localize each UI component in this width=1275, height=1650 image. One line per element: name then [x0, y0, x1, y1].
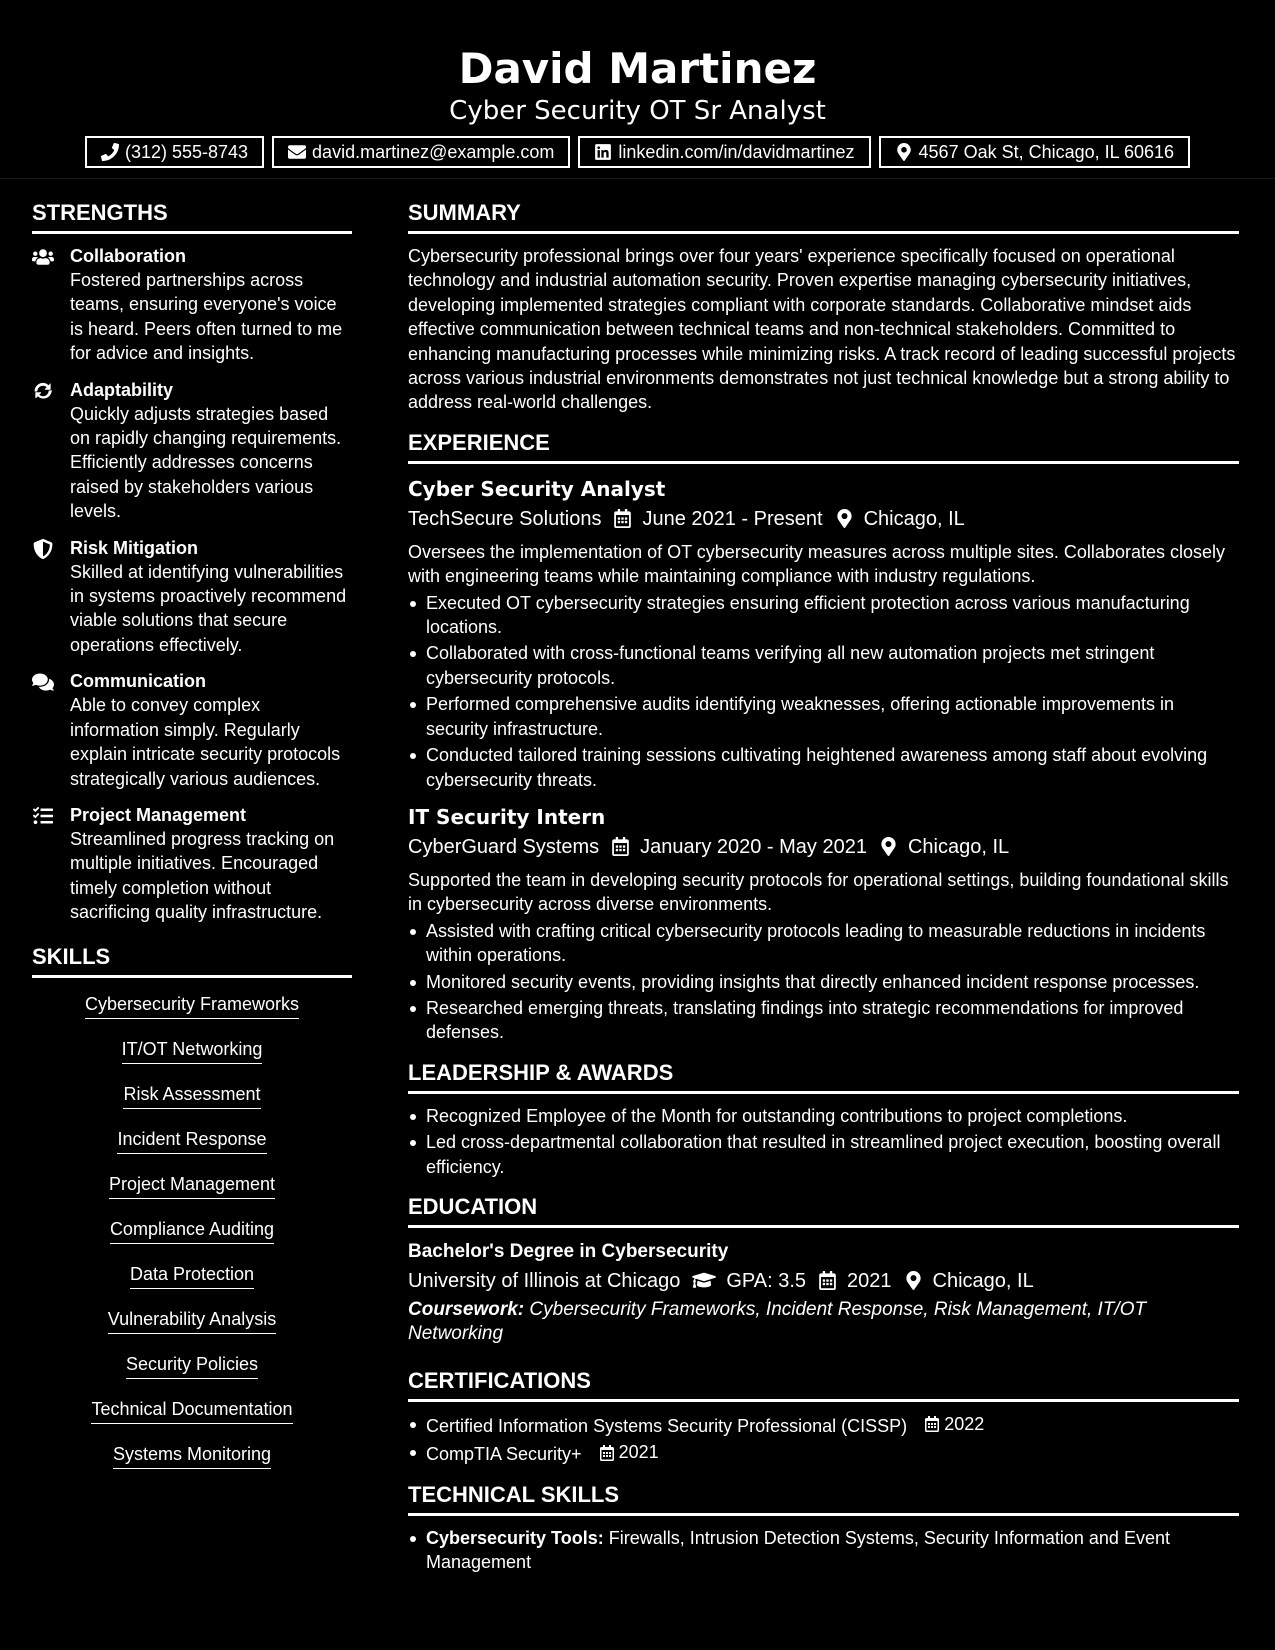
contact-email-text: david.martinez@example.com: [312, 141, 555, 162]
skills-heading: SKILLS: [32, 941, 352, 978]
shield-icon: [32, 539, 54, 559]
calendar-icon: [613, 509, 632, 528]
strength-item: [32, 669, 352, 791]
summary-section: [408, 197, 1239, 415]
cert-year: 2022: [944, 1413, 985, 1434]
list-item: Performed comprehensive audits identifying weaknesses, offering actionable improvements in security infrastructure.: [408, 692, 1239, 741]
linkedin-icon: [594, 143, 612, 161]
list-item: [408, 1526, 1239, 1575]
graduation-year: 2021: [847, 1269, 892, 1292]
school-name: University of Illinois at Chicago: [408, 1269, 681, 1292]
job-entry: [408, 802, 1239, 1045]
map-pin-icon: [835, 509, 854, 528]
strength-title: Adaptability: [70, 379, 174, 400]
strength-title: Communication: [70, 671, 207, 692]
resume-header: [0, 0, 1275, 179]
technical-skills-list: [408, 1526, 1239, 1575]
leadership-bullets: [408, 1104, 1239, 1179]
comments-icon: [32, 672, 54, 692]
strength-item: [32, 378, 352, 524]
job-meta: [408, 832, 1239, 862]
graduation-cap-icon: [692, 1271, 716, 1290]
list-item: Researched emerging threats, translating findings into strategic recommendations for improved defenses.: [408, 996, 1239, 1045]
job-title: Cyber Security Analyst: [408, 476, 666, 501]
contact-phone[interactable]: [85, 136, 264, 168]
users-icon: [32, 247, 54, 267]
contact-address-text: 4567 Oak St, Chicago, IL 60616: [918, 141, 1175, 162]
skill-tag: Systems Monitoring: [113, 1442, 271, 1469]
job-dates: January 2020 - May 2021: [640, 835, 867, 858]
strength-item: [32, 803, 352, 925]
skill-tag: Data Protection: [130, 1262, 254, 1289]
certifications-heading: CERTIFICATIONS: [408, 1365, 1239, 1402]
job-location: Chicago, IL: [907, 835, 1010, 858]
list-item: Conducted tailored training sessions cultivating heightened awareness among staff about evolving cybersecurity threats.: [408, 743, 1239, 792]
job-location: Chicago, IL: [863, 507, 965, 530]
phone-icon: [101, 143, 119, 161]
calendar-icon: [599, 1445, 615, 1461]
list-item: Monitored security events, providing insights that directly enhanced incident response processes.: [408, 970, 1239, 994]
list-item: Collaborated with cross-functional teams verifying all new automation projects met stringent cybersecurity protocols.: [408, 641, 1239, 690]
skill-tag: Security Policies: [126, 1352, 258, 1379]
coursework-text: Cybersecurity Frameworks, Incident Response, Risk Management, IT/OT Networking: [408, 1298, 1147, 1345]
envelope-icon: [288, 143, 306, 161]
strengths-section: [32, 197, 352, 925]
map-pin-icon: [895, 143, 913, 161]
skill-tag: Vulnerability Analysis: [108, 1307, 276, 1334]
job-dates: June 2021 - Present: [642, 507, 823, 530]
experience-heading: EXPERIENCE: [408, 427, 1239, 464]
skill-tag: Incident Response: [117, 1127, 266, 1154]
leadership-heading: LEADERSHIP & AWARDS: [408, 1057, 1239, 1094]
job-company: TechSecure Solutions: [408, 507, 602, 530]
summary-heading: SUMMARY: [408, 197, 1239, 234]
contact-address[interactable]: [879, 136, 1191, 168]
candidate-title: Cyber Security OT Sr Analyst: [449, 96, 826, 126]
strength-title: Project Management: [70, 804, 247, 825]
right-column: [408, 197, 1239, 1587]
cert-name: CompTIA Security+: [426, 1444, 582, 1465]
strength-item: [32, 244, 352, 366]
tech-skill-text: Firewalls, Intrusion Detection Systems, Security Information and Event Management: [426, 1528, 1170, 1573]
list-item: [408, 1412, 1239, 1439]
strength-desc: Skilled at identifying vulnerabilities in systems proactively recommend viable solutions that secure operations effectively.: [70, 561, 347, 655]
coursework: [408, 1298, 1239, 1347]
job-description: Oversees the implementation of OT cybersecurity measures across multiple sites. Collaborates closely with engineering teams while maintaining compliance with industry regulations.: [408, 541, 1225, 587]
technical-skills-heading: TECHNICAL SKILLS: [408, 1479, 1239, 1516]
list-item: Recognized Employee of the Month for outstanding contributions to project completions.: [408, 1104, 1239, 1128]
contact-phone-text: (312) 555-8743: [124, 141, 249, 162]
job-description: Supported the team in developing security protocols for operational settings, building foundational skills in cybersecurity across diverse environments.: [408, 869, 1229, 915]
cert-year: 2021: [618, 1442, 659, 1463]
skill-tag: IT/OT Networking: [122, 1037, 263, 1064]
list-item: Executed OT cybersecurity strategies ensuring efficient protection across various manufacturing locations.: [408, 591, 1239, 640]
job-company: CyberGuard Systems: [408, 835, 600, 858]
skill-tag: Cybersecurity Frameworks: [85, 992, 299, 1019]
list-item: Assisted with crafting critical cybersecurity protocols leading to measurable reductions in incidents within operations.: [408, 919, 1239, 968]
job-meta: [408, 504, 1239, 534]
calendar-icon: [924, 1416, 940, 1432]
certifications-section: [408, 1365, 1239, 1467]
contact-bar: [0, 136, 1275, 168]
calendar-icon: [818, 1271, 837, 1290]
tech-skill-label: Cybersecurity Tools:: [426, 1528, 604, 1548]
strength-desc: Able to convey complex information simply. Regularly explain intricate security protocols strategically various audiences.: [70, 695, 341, 789]
contact-email[interactable]: [272, 136, 570, 168]
cert-name: Certified Information Systems Security Professional (CISSP): [426, 1415, 908, 1436]
strength-item: [32, 536, 352, 658]
map-pin-icon: [879, 837, 898, 856]
strength-desc: Streamlined progress tracking on multiple initiatives. Encouraged timely completion without sacrificing quality infrastructure.: [70, 828, 335, 923]
skill-tag: Risk Assessment: [123, 1082, 260, 1109]
skills-section: [32, 941, 352, 1487]
technical-skills-section: [408, 1479, 1239, 1575]
map-pin-icon: [904, 1271, 923, 1290]
strengths-heading: STRENGTHS: [32, 197, 352, 234]
skill-tag: Compliance Auditing: [110, 1217, 274, 1244]
school-location: Chicago, IL: [932, 1269, 1034, 1292]
job-title: IT Security Intern: [408, 804, 606, 829]
tasks-icon: [32, 806, 54, 826]
leadership-section: [408, 1057, 1239, 1179]
contact-linkedin[interactable]: [578, 136, 870, 168]
strength-title: Risk Mitigation: [70, 537, 199, 558]
coursework-label: Coursework:: [408, 1298, 525, 1320]
list-item: Led cross-departmental collaboration that resulted in streamlined project execution, boosting overall efficiency.: [408, 1130, 1239, 1179]
job-entry: [408, 474, 1239, 792]
list-item: [408, 1440, 1239, 1467]
skill-tag: Project Management: [109, 1172, 275, 1199]
strength-desc: Fostered partnerships across teams, ensuring everyone's voice is heard. Peers often turned to me for advice and insights.: [70, 270, 343, 364]
skill-tag: Technical Documentation: [91, 1397, 292, 1424]
education-heading: EDUCATION: [408, 1191, 1239, 1228]
summary-text: Cybersecurity professional brings over four years' experience specifically focused on operational technology and industrial automation security. Proven expertise managing cybersecurity initiatives, developing implemented strategies compliant with corporate standards. Collaborative mindset aids effective communication between technical teams and non-technical stakeholders. Committed to enhancing manufacturing processes while minimizing risks. A track record of leading successful projects across various industrial environments demonstrates not just technical knowledge but a strong ability to address real-world challenges.: [408, 246, 1236, 413]
left-column: [32, 197, 352, 1487]
calendar-icon: [611, 837, 630, 856]
contact-linkedin-text: linkedin.com/in/davidmartinez: [618, 141, 855, 162]
strength-desc: Quickly adjusts strategies based on rapidly changing requirements. Efficiently addresses concerns raised by stakeholders various levels.: [70, 403, 342, 522]
certifications-list: [408, 1412, 1239, 1467]
job-bullets: [408, 919, 1239, 1045]
education-section: [408, 1191, 1239, 1347]
gpa: GPA: 3.5: [726, 1269, 807, 1292]
education-meta: [408, 1266, 1239, 1296]
job-bullets: [408, 591, 1239, 792]
strength-title: Collaboration: [70, 246, 186, 266]
candidate-name: David Martinez: [458, 44, 817, 93]
sync-icon: [32, 381, 54, 401]
degree-title: Bachelor's Degree in Cybersecurity: [408, 1240, 729, 1262]
experience-section: [408, 427, 1239, 1045]
